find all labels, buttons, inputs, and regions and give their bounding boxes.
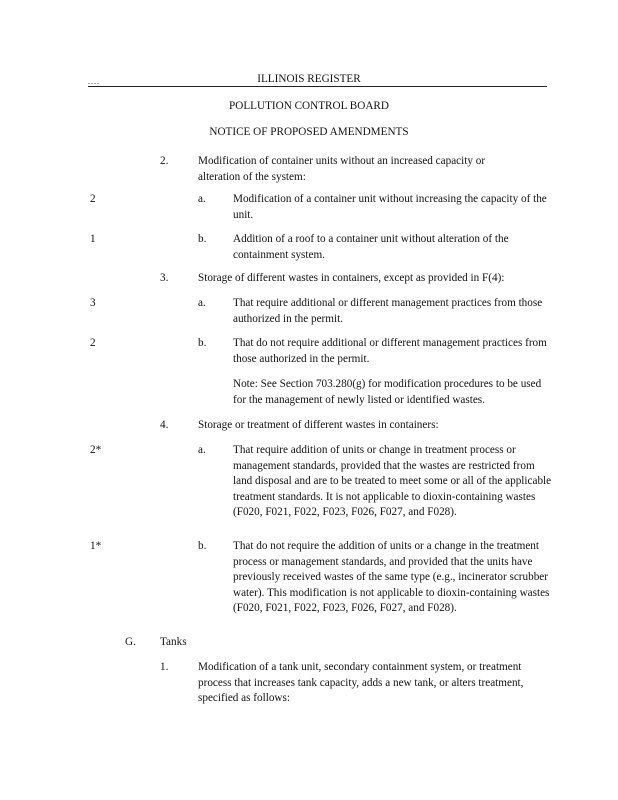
item-text: Storage of different wastes in containers, except as provided in F(4): [198, 272, 505, 284]
permit-class: 2 [90, 193, 96, 205]
register-title: ILLINOIS REGISTER [257, 73, 361, 85]
item-number: 2. [160, 155, 169, 167]
section-title: Tanks [160, 636, 187, 648]
item-text: Storage or treatment of different wastes in containers: [198, 419, 439, 431]
permit-class: 3 [90, 297, 96, 309]
permit-class: 1* [90, 540, 102, 552]
item-number: 1. [160, 661, 169, 673]
item-letter: b. [198, 337, 207, 349]
item-letter: a. [198, 297, 206, 309]
item-letter: a. [198, 193, 206, 205]
item-text: Addition of a roof to a container unit without alteration of the containment system. [233, 233, 509, 261]
note-text: Note: See Section 703.280(g) for modification procedures to be used for the management of newly listed or identified wastes. [233, 378, 542, 406]
item-text: Modification of a tank unit, secondary containment system, or treatment process that increases tank capacity, adds a new tank, or alters treatment, specified as follows: [198, 661, 524, 704]
item-text: That require addition of units or change in treatment process or management standards, provided that the wastes are restricted from land disposal and are to be treated to meet some or all of the applicable treatment standards. It is not applicable to dioxin-containing wastes (F020, F021, F022, F023, F026, F027, and F028). [233, 444, 552, 518]
section-letter: G. [125, 636, 136, 648]
item-letter: a. [198, 444, 206, 456]
notice-title: NOTICE OF PROPOSED AMENDMENTS [209, 126, 409, 138]
item-letter: b. [198, 540, 207, 552]
item-text: That do not require additional or different management practices from those authorized in the permit. [233, 337, 547, 365]
board-name: POLLUTION CONTROL BOARD [229, 100, 389, 112]
item-number: 4. [160, 419, 169, 431]
permit-class: 2 [90, 337, 96, 349]
header-dots: .... [88, 77, 100, 86]
permit-class: 1 [90, 233, 96, 245]
item-text: That do not require the addition of units or a change in the treatment process or management standards, and provided that the units have previously received wastes of the same type (e.g., incinerator scrubber water). This modification is not applicable to dioxin-containing wastes (F020, F021, F022, F023, F026, F027, and F028). [233, 540, 550, 614]
item-text: Modification of a container unit without increasing the capacity of the unit. [233, 193, 547, 221]
permit-class: 2* [90, 444, 102, 456]
header-rule [88, 86, 547, 87]
item-text: Modification of container units without an increased capacity or alteration of the system: [198, 155, 486, 183]
item-letter: b. [198, 233, 207, 245]
item-number: 3. [160, 272, 169, 284]
item-text: That require additional or different management practices from those authorized in the permit. [233, 297, 543, 325]
